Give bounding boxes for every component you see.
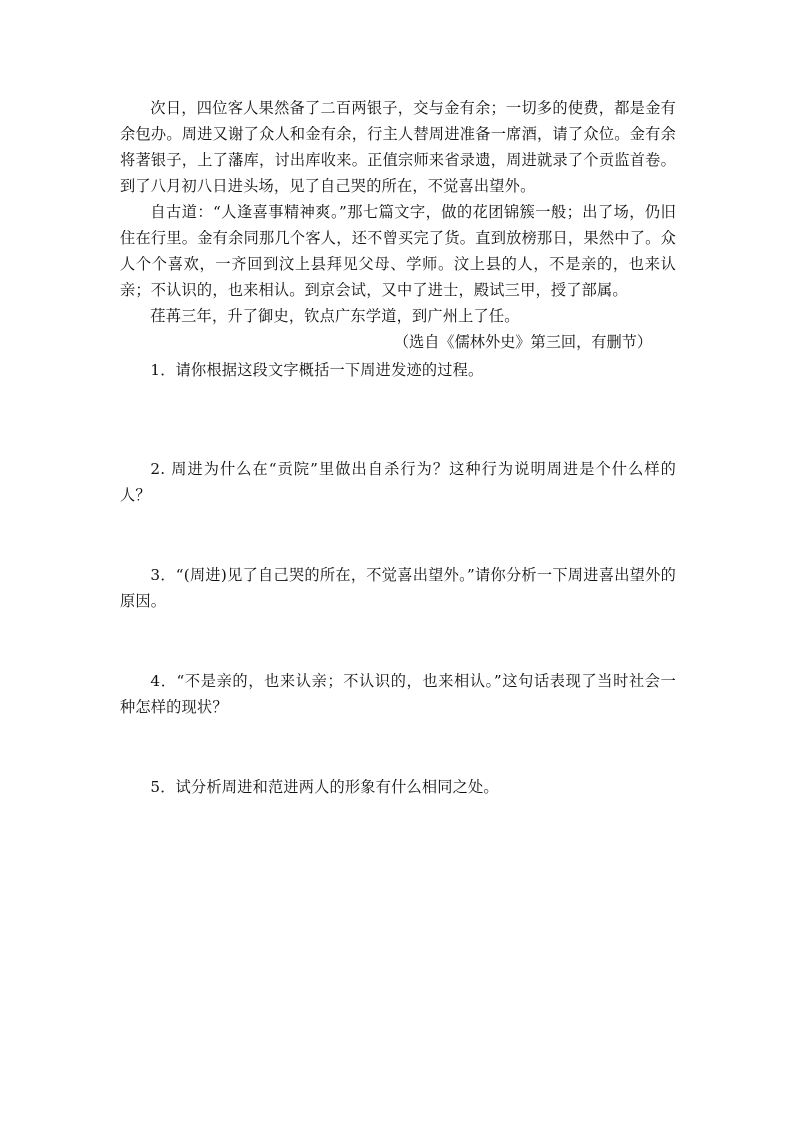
document-page — [120, 95, 676, 800]
question-5: 5．试分析周进和范进两人的形象有什么相同之处。 — [150, 778, 499, 796]
question-2: 2. 周进为什么在“贡院”里做出自杀行为？这种行为说明周进是个什么样的人？ — [120, 460, 676, 504]
passage-paragraph-1: 次日，四位客人果然备了二百两银子，交与金有余；一切多的使费，都是金有余包办。周进又谢了众人和金有余，行主人替周进准备一席酒，请了众位。金有余将著银子，上了藩库，讨出库收来。正值宗师来省录遗，周进就录了个贡监首卷。到了八月初八日进头场，见了自己哭的所在，不觉喜出望外。 — [120, 99, 676, 195]
passage-paragraph-3: 荏苒三年，升了御史，钦点广东学道，到广州上了任。 — [150, 307, 520, 325]
passage-source: （选自《儒林外史》第三回，有删节） — [393, 333, 652, 351]
passage-paragraph-2: 自古道：“人逢喜事精神爽。”那七篇文字，做的花团锦簇一般；出了场，仍旧住在行里。金有余同那几个客人，还不曾买完了货。直到放榜那日，果然中了。众人个个喜欢，一齐回到汶上县拜见父母、学师。汶上县的人，不是亲的，也来认亲；不认识的，也来相认。到京会试，又中了进士，殿试三甲，授了部属。 — [120, 203, 676, 299]
question-3: 3．“(周进)见了自己哭的所在，不觉喜出望外。”请你分析一下周进喜出望外的原因。 — [120, 566, 676, 610]
question-4: 4．“不是亲的，也来认亲；不认识的，也来相认。”这句话表现了当时社会一种怎样的现状？ — [120, 672, 676, 716]
question-1: 1．请你根据这段文字概括一下周进发迹的过程。 — [150, 361, 484, 379]
